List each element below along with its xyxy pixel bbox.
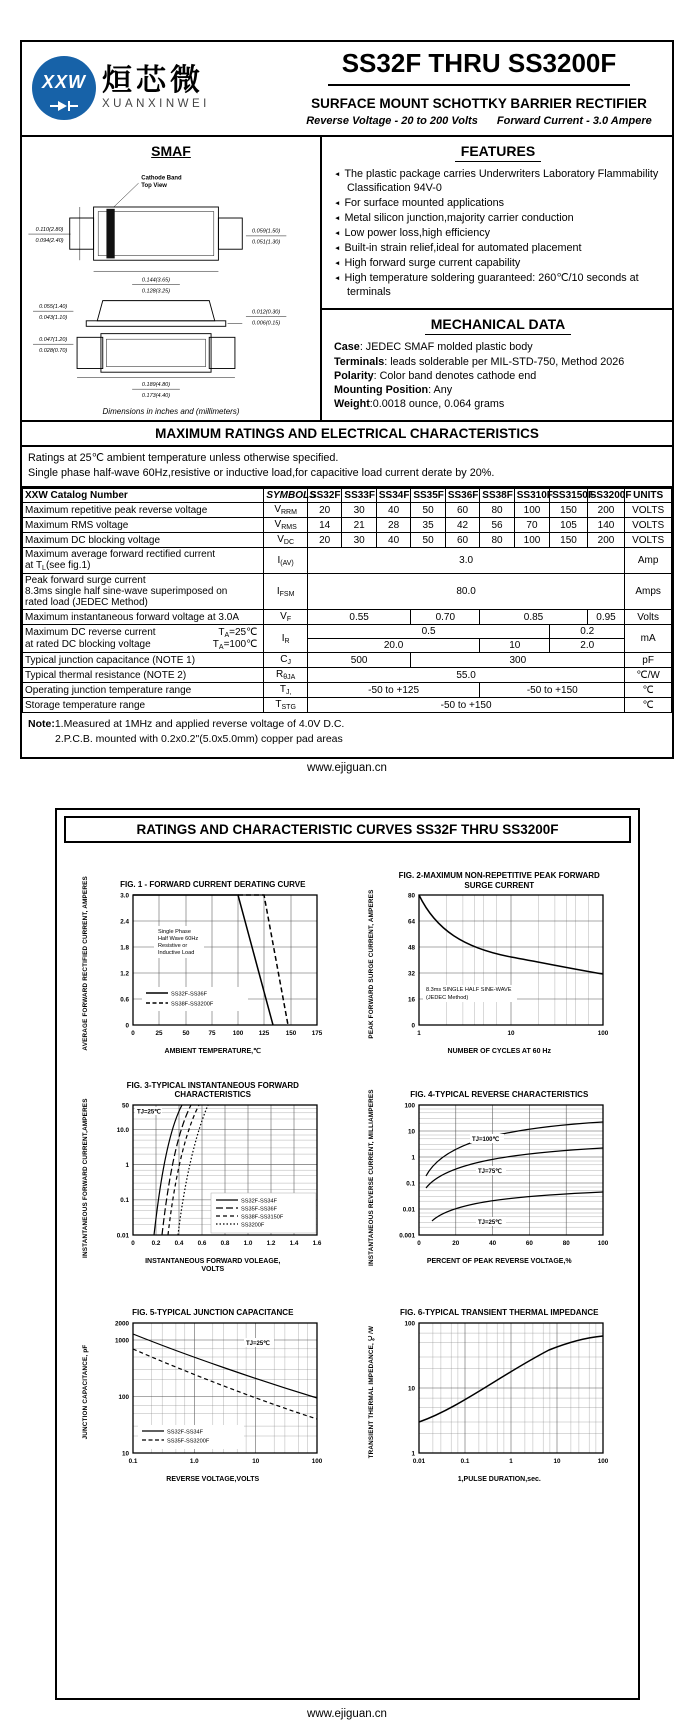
svg-text:SS3200F: SS3200F — [240, 1222, 265, 1229]
fig5-curve-ss32f-ss34f — [133, 1334, 317, 1398]
svg-text:0.173(4.40): 0.173(4.40) — [141, 392, 171, 398]
brand-english: XUANXINWEI — [102, 98, 210, 111]
diode-icon — [50, 101, 78, 111]
fig3-x-ticks — [131, 1240, 322, 1247]
table-row-iav: Maximum average forward rectified current at $T_L(see$ fig.1) $I_{(AV)}$ 3.0 Amp — [23, 548, 672, 574]
figure-1 — [63, 871, 350, 1057]
svg-text:0.012(0.30): 0.012(0.30) — [252, 309, 281, 316]
fig2-annotation — [423, 985, 517, 1002]
fig5-y-axis-label: JUNCTION CAPACITANCE, pF — [81, 1343, 89, 1439]
fig5-plot — [96, 1318, 330, 1470]
symbol-ifsm: $I_{FSM}$ — [264, 574, 308, 610]
feature-text: Metal silicon junction,majority carrier conduction — [344, 212, 574, 225]
cathode-band-label: Cathode Band — [141, 175, 182, 182]
part-column: SS3150F — [550, 489, 588, 503]
fig3-annotation — [135, 1107, 162, 1116]
cathode-band — [106, 209, 114, 259]
fig6-plot — [382, 1318, 616, 1470]
svg-text:3.0: 3.0 — [119, 892, 129, 900]
svg-text:1: 1 — [509, 1457, 514, 1465]
svg-text:SS32F-SS34F: SS32F-SS34F — [166, 1428, 203, 1435]
svg-text:150: 150 — [285, 1030, 297, 1037]
svg-text:100: 100 — [597, 1457, 609, 1465]
svg-text:25: 25 — [155, 1030, 163, 1037]
brand-chinese: 烜芯微 — [102, 63, 204, 97]
svg-text:0: 0 — [125, 1022, 129, 1030]
svg-text:0: 0 — [411, 1022, 416, 1030]
svg-text:0.128(3.25): 0.128(3.25) — [141, 288, 171, 295]
tagline-forward-current: Forward Current - 3.0 Ampere — [496, 115, 652, 127]
symbol-cj: $C_J$ — [264, 653, 308, 668]
symbol-vf: $V_F$ — [264, 610, 308, 625]
features-mechanical-panel — [322, 137, 672, 420]
bullet-icon — [334, 197, 344, 209]
svg-text:TJ=25℃: TJ=25℃ — [245, 1340, 270, 1347]
part-number-title: SS32F THRU SS3200F — [328, 48, 631, 86]
logo-circle-icon — [32, 56, 96, 120]
feature-text: Built-in strain relief,ideal for automated placement — [344, 242, 582, 255]
table-row-rthja: Typical thermal resistance (NOTE 2) $R_{\theta JA}$ 55.0 ℃/W — [23, 668, 672, 683]
svg-text:0.189(4.80): 0.189(4.80) — [141, 381, 171, 388]
website-url: www.ejiguan.cn — [307, 1708, 387, 1720]
svg-text:40: 40 — [489, 1239, 497, 1247]
fig1-legend — [142, 987, 248, 1011]
fig6-title: FIG. 6-TYPICAL TRANSIENT THERMAL IMPEDANCE — [400, 1307, 599, 1317]
svg-text:50: 50 — [182, 1030, 190, 1037]
dim-total-length — [77, 378, 235, 398]
svg-text:TJ=100℃: TJ=100℃ — [472, 1136, 500, 1143]
svg-text:10: 10 — [553, 1457, 561, 1465]
svg-text:0: 0 — [417, 1239, 422, 1247]
svg-text:100: 100 — [404, 1319, 416, 1327]
fig1-y-axis-label: AVERAGE FORWARD RECTIFIED CURRENT, AMPERES — [81, 876, 89, 1052]
bullet-icon — [334, 227, 344, 239]
feature-item — [334, 271, 662, 299]
table-header-row — [23, 489, 672, 503]
svg-text:0.028(0.70): 0.028(0.70) — [39, 348, 68, 355]
figure-4 — [350, 1081, 637, 1275]
fig3-y-ticks — [116, 1102, 129, 1239]
svg-text:0.144(3.65): 0.144(3.65) — [141, 277, 171, 284]
symbol-tj: $T_{J,}$ — [264, 683, 308, 698]
svg-text:175: 175 — [311, 1030, 323, 1037]
mech-weight: Weight:0.0018 ounce, 0.064 grams — [334, 398, 505, 411]
figure-2 — [350, 871, 637, 1057]
svg-text:1: 1 — [411, 1449, 416, 1457]
svg-text:SS35F-SS36F: SS35F-SS36F — [240, 1206, 277, 1213]
package-drawing-panel — [22, 137, 322, 420]
ratings-conditions — [22, 447, 672, 488]
part-column: SS32F — [307, 489, 341, 503]
svg-text:0.01: 0.01 — [413, 1457, 426, 1465]
svg-text:80: 80 — [408, 892, 416, 900]
fig3-curve-ss35f-ss36f — [162, 1105, 191, 1235]
fig1-annotation — [154, 926, 204, 958]
dimensions-note: Dimensions in inches and (millimeters) — [102, 407, 240, 416]
svg-text:20: 20 — [452, 1239, 460, 1247]
fig2-title: FIG. 2-MAXIMUM NON-REPETITIVE PEAK FORWARD SURGE CURRENT — [398, 871, 600, 890]
figure-6 — [350, 1299, 637, 1484]
feature-item — [334, 167, 662, 195]
table-row-vdc: Maximum DC blocking voltage $V_{DC}$ 20 30 40 50 60 80 100 150 200 VOLTS — [23, 533, 672, 548]
package-bottom-view — [77, 334, 235, 373]
svg-text:0.001: 0.001 — [399, 1231, 416, 1239]
logo-xxw-text: XXW — [41, 71, 86, 92]
bullet-icon — [334, 242, 344, 254]
fig4-title: FIG. 4-TYPICAL REVERSE CHARACTERISTICS — [410, 1089, 589, 1099]
table-row-vrms: Maximum RMS voltage $V_{RMS}$ 14 21 28 35 42 56 70 105 140 VOLTS — [23, 518, 672, 533]
fig1-y-ticks — [120, 892, 129, 1029]
mech-mounting: Mounting Position: Any — [334, 384, 453, 397]
curves-section-title: RATINGS AND CHARACTERISTIC CURVES SS32F THRU SS3200F — [64, 816, 631, 843]
svg-text:SS38F-SS3200F: SS38F-SS3200F — [170, 1001, 214, 1008]
fig5-title: FIG. 5-TYPICAL JUNCTION CAPACITANCE — [132, 1307, 294, 1317]
fig4-curve-labels — [470, 1134, 506, 1226]
dim-tab-width — [246, 229, 286, 246]
svg-text:60: 60 — [526, 1239, 534, 1247]
table-row-ifsm: Peak forward surge current 8.3ms single half sine-wave superimposed on rated load (JEDEC Method) $I_{FSM}$ 80.0 Amps — [23, 574, 672, 610]
fig5-x-axis-label: REVERSE VOLTAGE,VOLTS — [166, 1475, 260, 1483]
units-header: UNITS — [625, 489, 672, 503]
svg-text:0.055(1.40): 0.055(1.40) — [39, 303, 68, 310]
svg-text:100: 100 — [118, 1393, 129, 1401]
fig2-plot — [382, 890, 616, 1042]
svg-text:0.2: 0.2 — [151, 1239, 161, 1247]
svg-text:0.1: 0.1 — [406, 1179, 416, 1187]
table-row-tstg: Storage temperature range $T_{STG}$ -50 to +150 ℃ — [23, 698, 672, 713]
fig5-legend — [138, 1425, 244, 1449]
bullet-icon — [334, 272, 344, 284]
table-row-ir-100c: 20.0 10 2.0 — [23, 639, 672, 653]
title-block — [294, 48, 664, 127]
symbol-vrms: $V_{RMS}$ — [264, 518, 308, 533]
figure-3 — [63, 1081, 350, 1275]
svg-text:Inductive Load: Inductive Load — [157, 950, 195, 956]
svg-text:SS38F-SS3150F: SS38F-SS3150F — [240, 1214, 284, 1221]
svg-text:10: 10 — [507, 1030, 515, 1038]
catalog-number-header: XXW Catalog Number — [23, 489, 264, 503]
mechanical-data-title: MECHANICAL DATA — [334, 316, 662, 335]
svg-text:0.110(2.80): 0.110(2.80) — [35, 226, 64, 233]
brand-names — [102, 65, 210, 111]
svg-text:125: 125 — [258, 1030, 270, 1037]
svg-text:1.0: 1.0 — [189, 1457, 199, 1465]
part-column: SS36F — [445, 489, 479, 503]
fig1-plot — [96, 890, 330, 1042]
dim-body-length — [94, 271, 219, 294]
fig3-title: FIG. 3-TYPICAL INSTANTANEOUS FORWARD CHARACTERISTICS — [126, 1080, 299, 1100]
part-column: SS34F — [376, 489, 410, 503]
mech-terminals: Terminals: leads solderable per MIL-STD-750, Method 2026 — [334, 355, 625, 368]
table-row-ir-25c: Maximum DC reverse current $T_A=25℃$ at rated DC blocking voltage $T_A=100℃$ $I_R$ 0.5 0.2 mA — [23, 625, 672, 639]
svg-text:Resistive or: Resistive or — [157, 943, 187, 949]
fig4-plot — [382, 1100, 616, 1252]
svg-text:1: 1 — [125, 1161, 129, 1169]
package-outline-drawing — [22, 161, 290, 398]
svg-text:0.6: 0.6 — [197, 1239, 207, 1247]
svg-text:100: 100 — [311, 1457, 323, 1465]
dim-standoff — [228, 309, 287, 326]
svg-text:SS35F-SS3200F: SS35F-SS3200F — [166, 1437, 210, 1444]
top-view-label: Top View — [141, 182, 167, 189]
table-row-vrrm: Maximum repetitive peak reverse voltage $V_{RRM}$ 20 30 40 50 60 80 100 150 200 VOLTS — [23, 503, 672, 518]
symbols-header: SYMBOLS — [264, 489, 308, 503]
svg-text:50: 50 — [121, 1102, 129, 1110]
fig6-x-ticks — [413, 1458, 609, 1465]
feature-item — [334, 196, 662, 210]
svg-text:1.8: 1.8 — [119, 944, 129, 952]
ratings-section-title: MAXIMUM RATINGS AND ELECTRICAL CHARACTERISTICS — [22, 422, 672, 447]
website-url: www.ejiguan.cn — [307, 762, 387, 774]
bullet-icon — [334, 212, 344, 224]
table-row-cj: Typical junction capacitance (NOTE 1) $C_J$ 500 300 pF — [23, 653, 672, 668]
datasheet-page-1 — [20, 40, 674, 759]
svg-text:8.3ms SINGLE HALF SINE-WAVE: 8.3ms SINGLE HALF SINE-WAVE — [426, 987, 512, 994]
svg-text:TJ=25℃: TJ=25℃ — [478, 1219, 503, 1226]
subtitle: SURFACE MOUNT SCHOTTKY BARRIER RECTIFIER — [311, 96, 647, 111]
note-line-1: Note:1.Measured at 1MHz and applied reverse voltage of 4.0V D.C. — [28, 718, 345, 731]
feature-item — [334, 211, 662, 225]
fig5-x-ticks — [128, 1458, 322, 1465]
fig1-x-ticks — [131, 1030, 323, 1037]
svg-text:0.094(2.40): 0.094(2.40) — [35, 237, 64, 244]
table-notes — [22, 713, 672, 756]
note-line-2: 2.P.C.B. mounted with 0.2x0.2"(5.0x5.0mm) copper pad areas — [55, 732, 343, 745]
symbol-ir: $I_R$ — [264, 625, 308, 653]
part-column: SS38F — [480, 489, 514, 503]
svg-text:2000: 2000 — [114, 1319, 129, 1327]
dim-height — [33, 304, 73, 321]
fig3-y-axis-label: INSTANTANEOUS FORWARD CURRENT,AMPERES — [81, 1097, 89, 1258]
package-name: SMAF — [151, 143, 191, 159]
fig1-title: FIG. 1 - FORWARD CURRENT DERATING CURVE — [120, 880, 306, 890]
fig4-y-ticks — [399, 1102, 415, 1239]
svg-text:10: 10 — [408, 1384, 416, 1392]
part-column: SS33F — [342, 489, 376, 503]
svg-text:1.2: 1.2 — [266, 1239, 276, 1247]
svg-text:0.8: 0.8 — [220, 1239, 230, 1247]
fig3-plot — [96, 1100, 330, 1252]
svg-text:0.01: 0.01 — [116, 1232, 129, 1240]
svg-text:SS32F-SS34F: SS32F-SS34F — [240, 1198, 277, 1205]
symbol-vdc: $V_{DC}$ — [264, 533, 308, 548]
svg-text:75: 75 — [208, 1030, 216, 1037]
svg-text:Single Phase: Single Phase — [157, 929, 191, 935]
svg-text:16: 16 — [408, 996, 416, 1004]
svg-text:0.4: 0.4 — [174, 1239, 184, 1247]
svg-text:48: 48 — [408, 944, 416, 952]
fig5-curve-ss35f-ss3200f — [133, 1349, 317, 1419]
svg-text:0.047(1.20): 0.047(1.20) — [39, 336, 68, 343]
svg-text:0.1: 0.1 — [119, 1196, 129, 1204]
svg-text:1.2: 1.2 — [119, 970, 129, 978]
svg-text:0.6: 0.6 — [119, 996, 129, 1004]
condition-line-1: Ratings at 25℃ ambient temperature unless otherwise specified. — [28, 452, 339, 464]
table-row-tj: Operating junction temperature range $T_{J,}$ -50 to +125 -50 to +150 ℃ — [23, 683, 672, 698]
condition-line-2: Single phase half-wave 60Hz,resistive or inductive load,for capacitive load current derate by 20%. — [28, 466, 495, 479]
fig4-y-axis-label: INSTANTANEOUS REVERSE CURRENT, MILLIAMPERES — [368, 1089, 376, 1266]
svg-text:0.043(1.10): 0.043(1.10) — [39, 314, 68, 321]
fig3-legend — [211, 1193, 316, 1233]
svg-text:10.0: 10.0 — [116, 1126, 129, 1134]
dim-body-width — [28, 207, 79, 260]
package-top-view — [70, 175, 243, 260]
mech-case: Case: JEDEC SMAF molded plastic body — [334, 341, 533, 354]
svg-text:1: 1 — [417, 1030, 422, 1038]
figures-grid — [57, 849, 638, 1484]
features-title: FEATURES — [334, 143, 662, 162]
mech-polarity: Polarity: Color band denotes cathode end — [334, 369, 537, 382]
svg-text:1.4: 1.4 — [289, 1239, 299, 1247]
feature-item — [334, 241, 662, 255]
svg-text:TJ=25℃: TJ=25℃ — [136, 1109, 161, 1116]
svg-text:0.006(0.15): 0.006(0.15) — [252, 320, 281, 327]
figure-5 — [63, 1299, 350, 1484]
symbol-tstg: $T_{STG}$ — [264, 698, 308, 713]
fig5-y-ticks — [115, 1320, 130, 1457]
grid-minor — [419, 1109, 603, 1227]
fig1-x-axis-label: AMBIENT TEMPERATURE,℃ — [164, 1048, 261, 1055]
svg-text:TJ=75℃: TJ=75℃ — [478, 1168, 503, 1175]
table-row-vf: Maximum instantaneous forward voltage at 3.0A $V_F$ 0.55 0.70 0.85 0.95 Volts — [23, 610, 672, 625]
bullet-icon — [334, 168, 344, 180]
svg-text:100: 100 — [597, 1239, 609, 1247]
fig2-x-ticks — [417, 1030, 609, 1037]
svg-text:0.059(1.50): 0.059(1.50) — [252, 228, 281, 235]
feature-item — [334, 226, 662, 240]
fig5-annotation — [244, 1338, 274, 1347]
fig4-x-ticks — [417, 1240, 609, 1247]
symbol-iav: $I_{(AV)}$ — [264, 548, 308, 574]
svg-text:10: 10 — [251, 1457, 259, 1465]
features-section — [322, 137, 672, 310]
svg-text:10: 10 — [121, 1449, 129, 1457]
part-column: SS3200F — [587, 489, 625, 503]
fig6-x-axis-label: 1,PULSE DURATION,sec. — [457, 1475, 541, 1483]
bullet-icon — [334, 257, 344, 269]
package-side-view — [86, 301, 226, 327]
svg-text:2.4: 2.4 — [119, 918, 129, 926]
svg-text:0: 0 — [130, 1030, 135, 1037]
fig4-x-axis-label: PERCENT OF PEAK REVERSE VOLTAGE,% — [426, 1257, 572, 1265]
tagline-reverse-voltage: Reverse Voltage - 20 to 200 Volts — [306, 115, 478, 127]
svg-text:0.1: 0.1 — [460, 1457, 470, 1465]
package-and-features-section — [22, 137, 672, 422]
brand-logo — [32, 56, 294, 120]
svg-text:0.01: 0.01 — [402, 1205, 416, 1213]
fig2-y-axis-label: PEAK FORWARD SURGE CURRENT, AMPERES — [368, 889, 376, 1039]
feature-item — [334, 256, 662, 270]
feature-text: Low power loss,high efficiency — [344, 227, 491, 240]
part-column: SS310F — [514, 489, 549, 503]
datasheet-page-2 — [55, 808, 640, 1700]
mechanical-data-section — [322, 310, 672, 419]
fig6-y-ticks — [405, 1320, 416, 1457]
svg-text:(JEDEC Method): (JEDEC Method) — [426, 995, 469, 1002]
svg-text:0.1: 0.1 — [128, 1457, 138, 1465]
svg-text:SS32F-SS36F: SS32F-SS36F — [170, 991, 207, 998]
part-column: SS35F — [411, 489, 445, 503]
svg-text:0.051(1.30): 0.051(1.30) — [252, 239, 281, 246]
fig6-y-axis-label: TRANSIENT THERMAL IMPEDANCE, ℃/W — [368, 1324, 376, 1458]
symbol-rthja: $R_{\theta JA}$ — [264, 668, 308, 683]
feature-text: The plastic package carries Underwriters Laboratory Flammability Classification 94V-0 — [344, 168, 659, 195]
fig2-y-ticks — [408, 892, 416, 1029]
ratings-table — [22, 488, 672, 713]
svg-text:32: 32 — [408, 970, 416, 978]
fig3-x-axis-label: INSTANTANEOUS FORWARD VOLEAGE, VOLTS — [145, 1257, 281, 1274]
svg-text:Half Wave 60Hz: Half Wave 60Hz — [157, 936, 198, 942]
fig4-curve-tj100 — [426, 1122, 603, 1176]
fig4-curve-tj75 — [426, 1148, 603, 1188]
svg-text:1.6: 1.6 — [312, 1239, 322, 1247]
svg-text:100: 100 — [232, 1030, 244, 1037]
svg-text:100: 100 — [404, 1101, 416, 1109]
fig2-x-axis-label: NUMBER OF CYCLES AT 60 Hz — [447, 1048, 551, 1056]
feature-text: High temperature soldering guaranteed: 260℃/10 seconds at terminals — [344, 272, 639, 299]
header — [22, 42, 672, 137]
tagline — [294, 115, 664, 127]
svg-text:80: 80 — [562, 1239, 570, 1247]
svg-text:0: 0 — [130, 1239, 135, 1247]
svg-text:64: 64 — [408, 918, 416, 926]
svg-text:10: 10 — [408, 1127, 416, 1135]
svg-text:1000: 1000 — [114, 1336, 129, 1344]
grid-minor — [447, 895, 589, 1025]
feature-text: High forward surge current capability — [344, 257, 521, 270]
svg-text:1: 1 — [411, 1153, 416, 1161]
svg-text:100: 100 — [597, 1030, 609, 1038]
svg-text:1.0: 1.0 — [243, 1239, 253, 1247]
symbol-vrrm: $V_{RRM}$ — [264, 503, 308, 518]
dim-pad-length — [33, 337, 73, 354]
feature-text: For surface mounted applications — [344, 197, 505, 210]
